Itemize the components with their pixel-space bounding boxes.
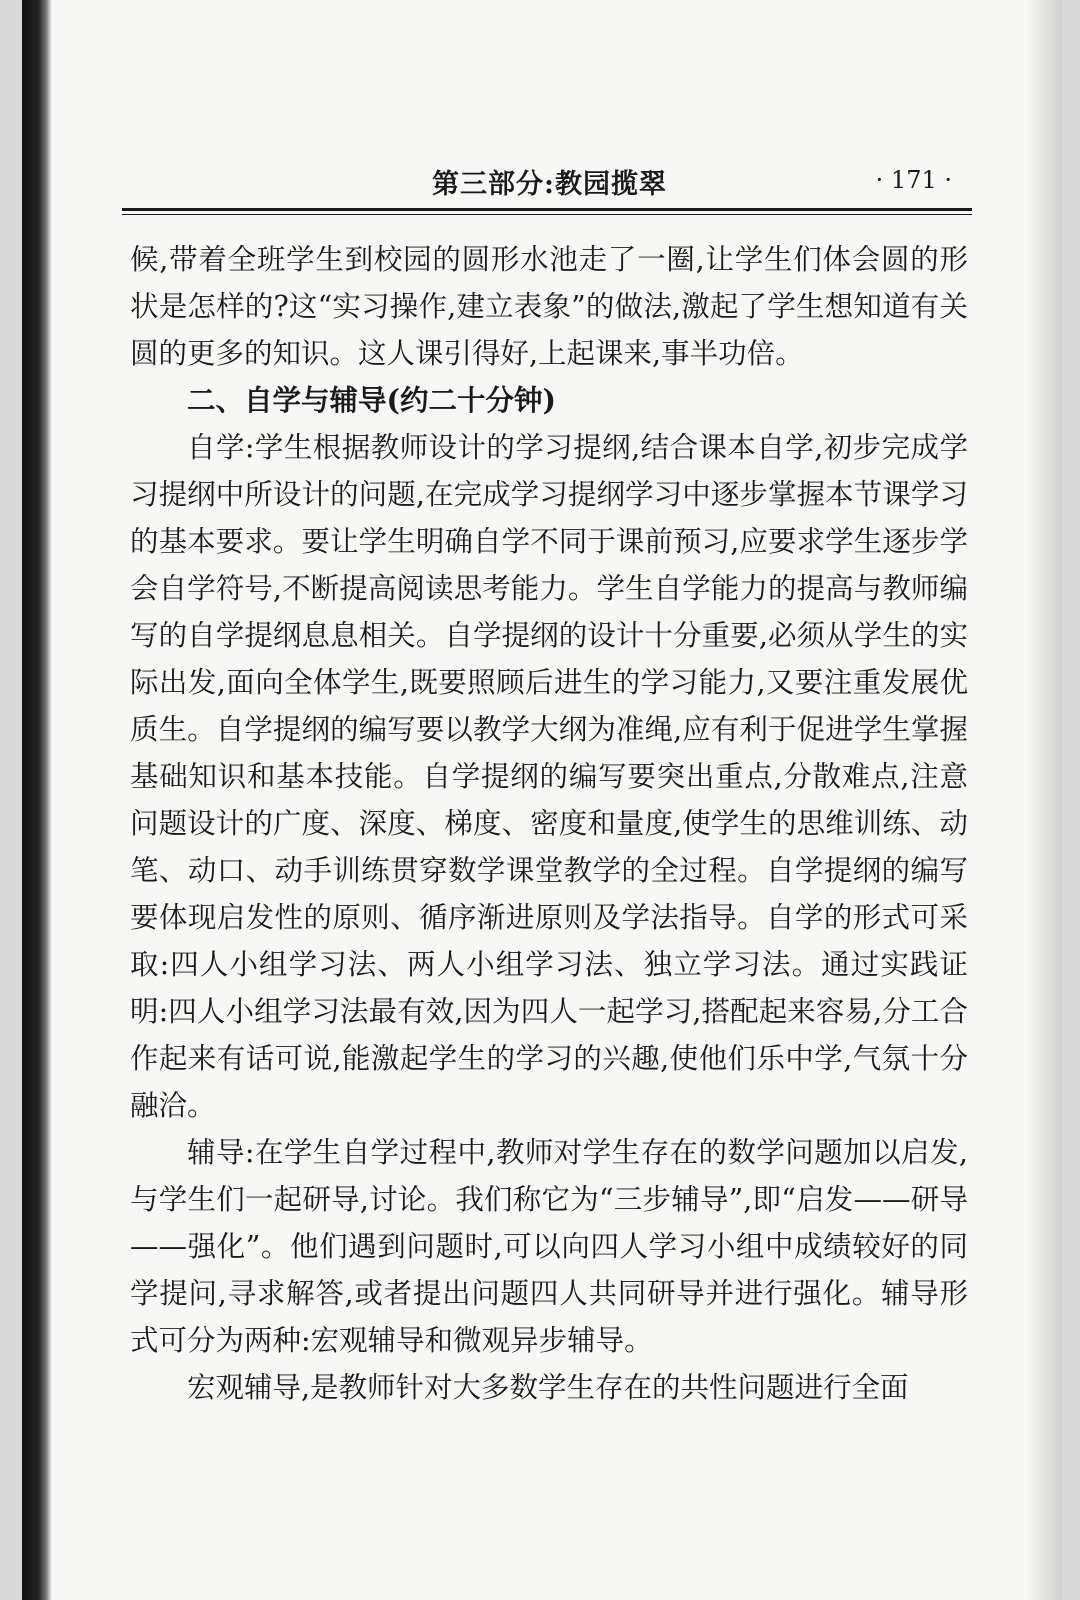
header-title: 第三部分:教园揽翠 [432,169,667,200]
scan-shadow-right [1026,0,1062,1600]
paragraph-tutoring: 辅导:在学生自学过程中,教师对学生存在的数学问题加以启发,与学生们一起研导,讨论。我们称它为“三步辅导”,即“启发——研导——强化”。他们遇到问题时,可以向四人学习小组中成绩较好的同学提问,寻求解答,或者提出问题四人共同研导并进行强化。辅导形式可分为两种:宏观辅导和微观异步辅导。 [130,1136,968,1357]
header-rule-thin [122,214,972,215]
paragraph-self-study: 自学:学生根据教师设计的学习提纲,结合课本自学,初步完成学习提纲中所设计的问题,在完成学习提纲学习中逐步掌握本节课学习的基本要求。要让学生明确自学不同于课前预习,应要求学生逐步学会自学符号,不断提高阅读思考能力。学生自学能力的提高与教师编写的自学提纲息息相关。自学提纲的设计十分重要,必须从学生的实际出发,面向全体学生,既要照顾后进生的学习能力,又要注重发展优质生。自学提纲的编写要以教学大纲为准绳,应有利于促进学生掌握基础知识和基本技能。自学提纲的编写要突出重点,分散难点,注意问题设计的广度、深度、梯度、密度和量度,使学生的思维训练、动笔、动口、动手训练贯穿数学课堂教学的全过程。自学提纲的编写要体现启发性的原则、循序渐进原则及学法指导。自学的形式可采取:四人小组学习法、两人小组学习法、独立学习法。通过实践证明:四人小组学习法最有效,因为四人一起学习,搭配起来容易,分工合作起来有话可说,能激起学生的学习的兴趣,使他们乐中学,气氛十分融洽。 [130,431,968,1122]
section-heading: 二、自学与辅导(约二十分钟) [187,383,556,417]
body-text [130,236,968,1411]
paragraph-continuation: 候,带着全班学生到校园的圆形水池走了一圈,让学生们体会圆的形状是怎样的?这“实习操作,建立表象”的做法,激起了学生想知道有关圆的更多的知识。这人课引得好,上起课来,事半功倍。 [130,243,968,370]
header-rule-thick [122,208,972,211]
paragraph-macro-tutoring: 宏观辅导,是教师针对大多数学生存在的共性问题进行全面 [187,1371,909,1404]
scan-shadow-left [22,0,52,1600]
book-page [22,0,1062,1600]
running-header [122,160,972,206]
page-number: · 171 · [875,166,952,194]
